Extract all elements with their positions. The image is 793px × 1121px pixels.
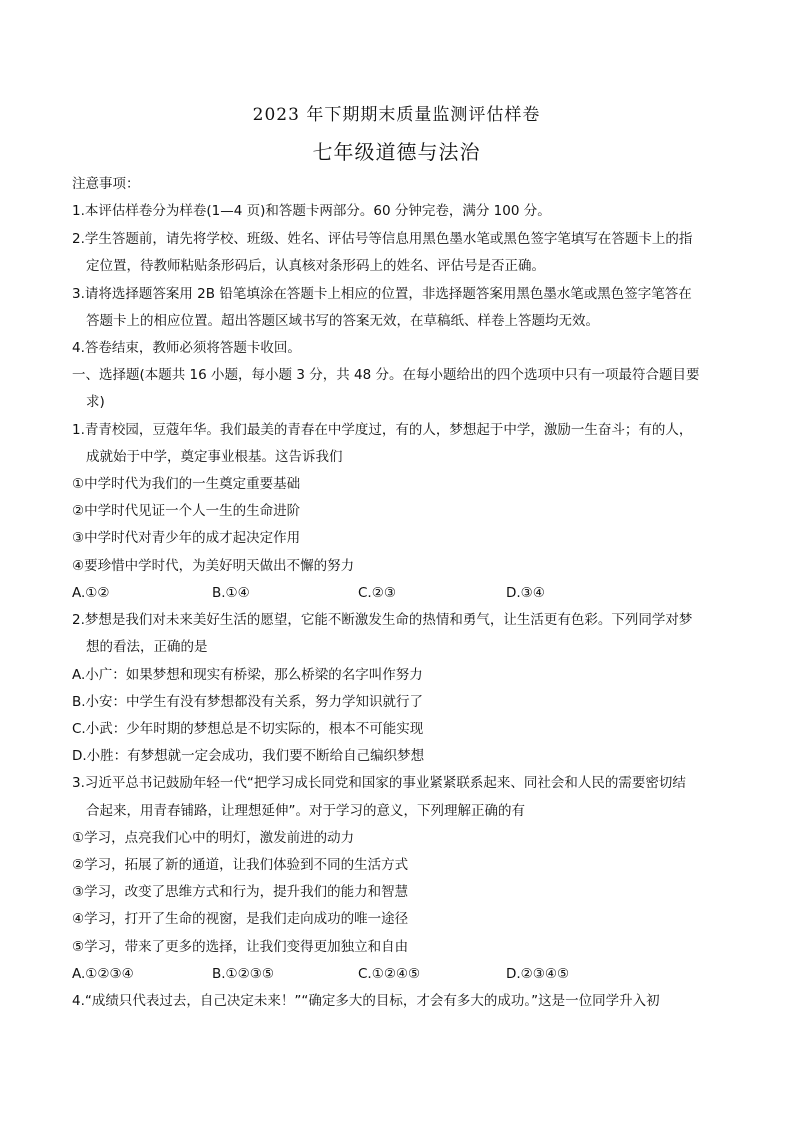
question-1-statement: ③中学时代对青少年的成才起决定作用 <box>72 530 301 546</box>
section-heading: 一、选择题(本题共 16 小题，每小题 3 分，共 48 分。在每小题给出的四个选项中只有一项最符合题目要 <box>72 367 700 383</box>
notice-item-4: 4.答卷结束，教师必须将答题卡收回。 <box>72 340 301 356</box>
question-3-option-b: B.①②③⑤ <box>212 966 274 982</box>
question-3-statement: ④学习，打开了生命的视窗，是我们走向成功的唯一途径 <box>72 911 409 927</box>
question-3-statement: ①学习，点亮我们心中的明灯，激发前进的动力 <box>72 830 355 846</box>
question-3-option-c: C.①②④⑤ <box>358 966 421 982</box>
question-2-stem-cont: 想的看法，正确的是 <box>86 639 208 655</box>
notice-item-3-cont: 答题卡上的相应位置。超出答题区域书写的答案无效，在草稿纸、样卷上答题均无效。 <box>86 313 599 329</box>
question-3-option-a: A.①②③④ <box>72 966 134 982</box>
question-3-statement: ⑤学习，带来了更多的选择，让我们变得更加独立和自由 <box>72 939 409 955</box>
question-1-statement: ④要珍惜中学时代，为美好明天做出不懈的努力 <box>72 558 355 574</box>
notice-item-2: 2.学生答题前，请先将学校、班级、姓名、评估号等信息用黑色墨水笔或黑色签字笔填写在答题卡上的指 <box>72 231 693 247</box>
exam-title: 2023 年下期期末质量监测评估样卷 <box>252 105 541 125</box>
question-2-option-b: B.小安：中学生有没有梦想都没有关系，努力学知识就行了 <box>72 694 424 710</box>
question-2-option-a: A.小广：如果梦想和现实有桥梁，那么桥梁的名字叫作努力 <box>72 667 423 683</box>
question-2-option-c: C.小武：少年时期的梦想总是不切实际的，根本不可能实现 <box>72 721 424 737</box>
question-3-statement: ③学习，改变了思维方式和行为，提升我们的能力和智慧 <box>72 884 409 900</box>
question-3-option-d: D.②③④⑤ <box>506 966 570 982</box>
question-1-option-b: B.①④ <box>212 585 250 601</box>
question-3-statement: ②学习，拓展了新的通道，让我们体验到不同的生活方式 <box>72 857 409 873</box>
question-2-option-d: D.小胜：有梦想就一定会成功，我们要不断给自己编织梦想 <box>72 748 425 764</box>
section-heading-cont: 求) <box>86 394 105 410</box>
question-1-option-c: C.②③ <box>358 585 396 601</box>
notice-heading: 注意事项： <box>72 176 140 192</box>
question-2-stem: 2.梦想是我们对未来美好生活的愿望，它能不断激发生命的热情和勇气，让生活更有色彩。下列同学对梦 <box>72 612 693 628</box>
question-1-option-a: A.①② <box>72 585 110 601</box>
notice-item-2-cont: 定位置，待教师粘贴条形码后，认真核对条形码上的姓名、评估号是否正确。 <box>86 258 545 274</box>
question-4-stem: 4.“成绩只代表过去，自己决定未来！”“确定多大的目标，才会有多大的成功。”这是一位同学升入初 <box>72 993 660 1009</box>
question-1-statement: ②中学时代见证一个人一生的生命进阶 <box>72 503 301 519</box>
question-1-statement: ①中学时代为我们的一生奠定重要基础 <box>72 476 301 492</box>
question-1-stem-cont: 成就始于中学，奠定事业根基。这告诉我们 <box>86 449 343 465</box>
exam-subject: 七年级道德与法治 <box>312 140 481 164</box>
notice-item-1: 1.本评估样卷分为样卷(1—4 页)和答题卡两部分。60 分钟完卷，满分 100 分。 <box>72 203 551 219</box>
question-3-stem: 3.习近平总书记鼓励年轻一代“把学习成长同党和国家的事业紧紧联系起来、同社会和人民的需要密切结 <box>72 775 686 791</box>
notice-item-3: 3.请将选择题答案用 2B 铅笔填涂在答题卡上相应的位置，非选择题答案用黑色墨水笔或黑色签字笔答在 <box>72 286 692 302</box>
question-1-stem: 1.青青校园，豆蔻年华。我们最美的青春在中学度过，有的人，梦想起于中学，激励一生奋斗；有的人， <box>72 422 693 438</box>
question-3-stem-cont: 合起来，用青春铺路，让理想延伸”。对于学习的意义，下列理解正确的有 <box>86 803 525 819</box>
question-1-option-d: D.③④ <box>506 585 545 601</box>
